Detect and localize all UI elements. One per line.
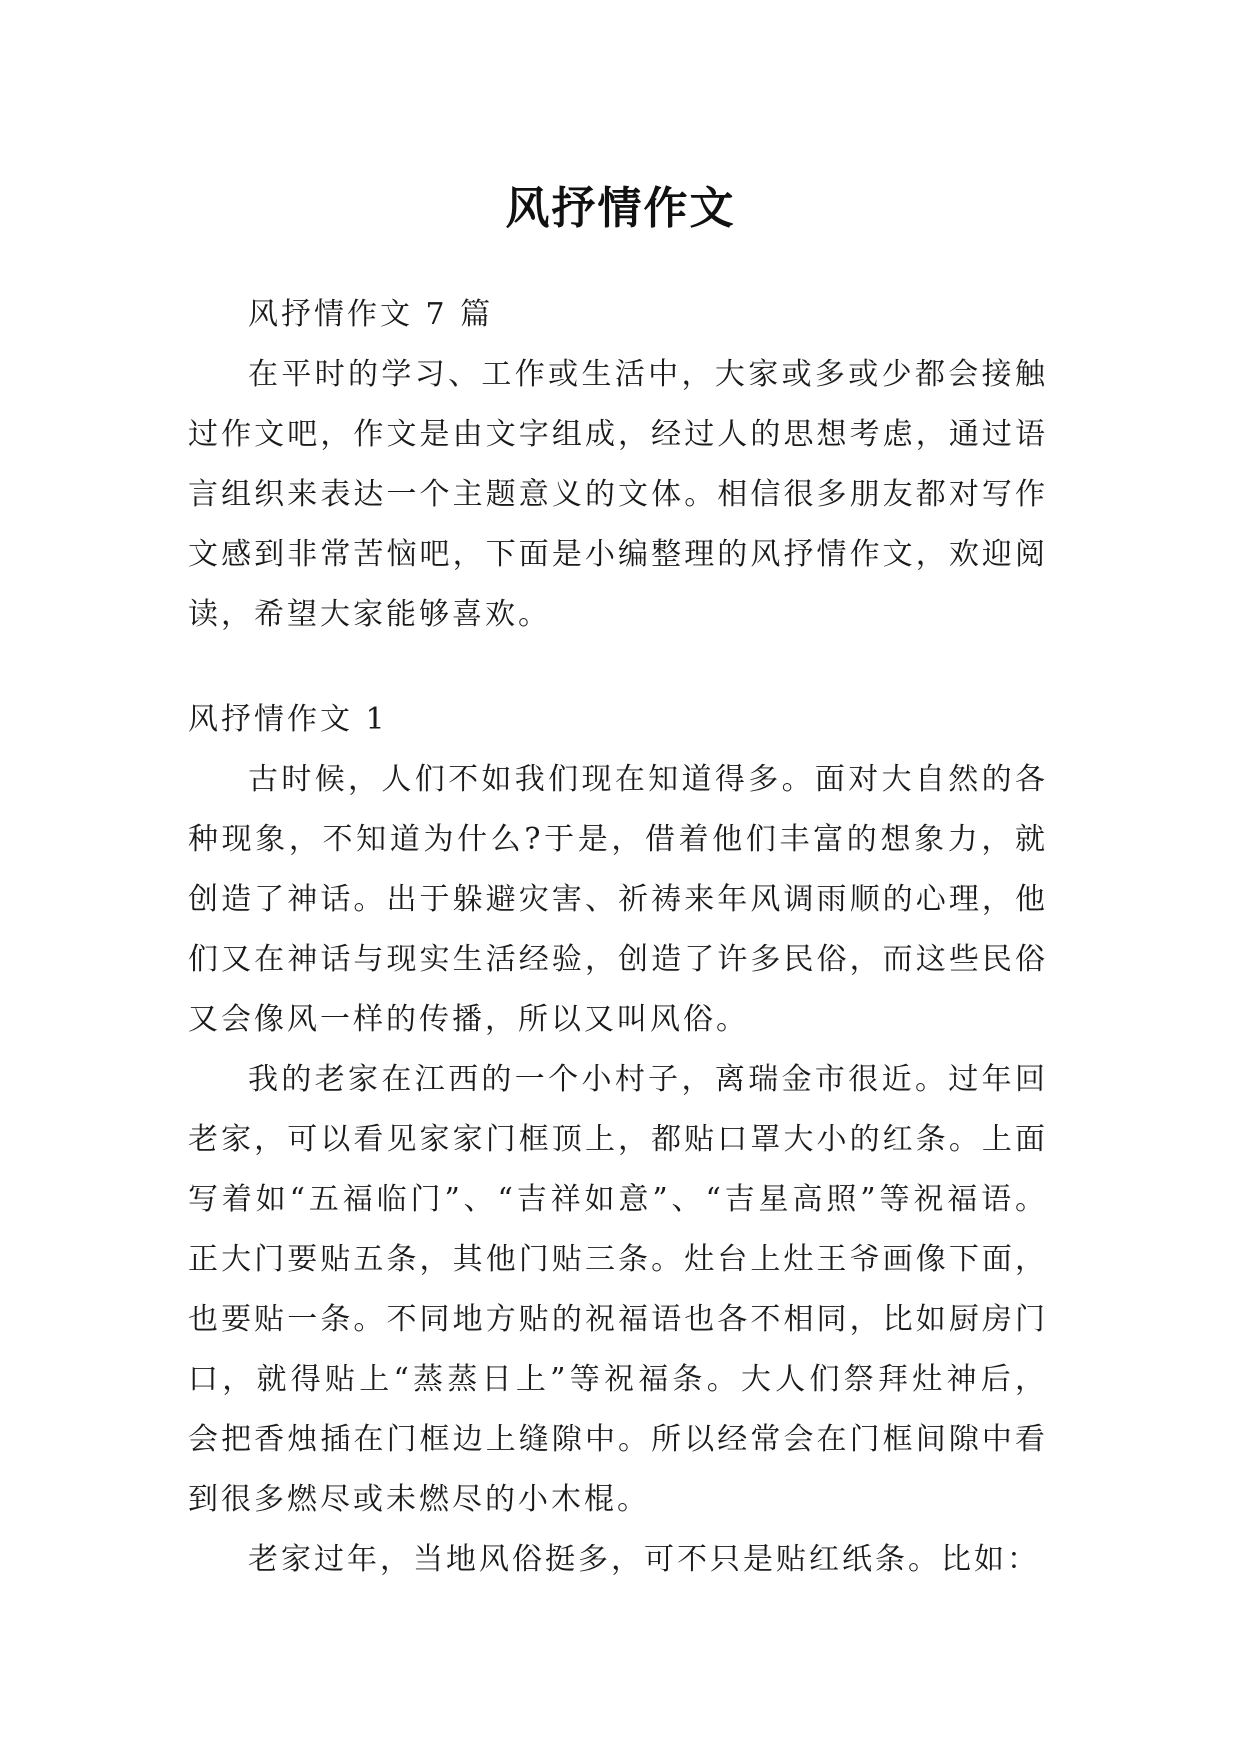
essay-paragraph-1: 古时候，人们不如我们现在知道得多。面对大自然的各种现象，不知道为什么?于是，借着他们丰富的想象力，就创造了神话。出于躲避灾害、祈祷来年风调雨顺的心理，他们又在神话与现实生活经验，创造了许多民俗，而这些民俗又会像风一样的传播，所以又叫风俗。 xyxy=(188,762,1048,1037)
essay-paragraph-3: 老家过年，当地风俗挺多，可不只是贴红纸条。比如： xyxy=(248,1542,1040,1577)
essay-block xyxy=(188,690,1048,1590)
essay-paragraph-2: 我的老家在江西的一个小村子，离瑞金市很近。过年回老家，可以看见家家门框顶上，都贴口罩大小的红条。上面写着如“五福临门”、“吉祥如意”、“吉星高照”等祝福语。正大门要贴五条，其他门贴三条。灶台上灶王爷画像下面，也要贴一条。不同地方贴的祝福语也各不相同，比如厨房门口，就得贴上“蒸蒸日上”等祝福条。大人们祭拜灶神后，会把香烛插在门框边上缝隙中。所以经常会在门框间隙中看到很多燃尽或未燃尽的小木棍。 xyxy=(188,1062,1048,1517)
document-title: 风抒情作文 xyxy=(505,183,736,235)
intro-heading: 风抒情作文 7 篇 xyxy=(248,297,494,332)
intro-paragraph: 在平时的学习、工作或生活中，大家或多或少都会接触过作文吧，作文是由文字组成，经过人的思想考虑，通过语言组织来表达一个主题意义的文体。相信很多朋友都对写作文感到非常苦恼吧，下面是小编整理的风抒情作文，欢迎阅读，希望大家能够喜欢。 xyxy=(188,357,1048,632)
section-heading: 风抒情作文 1 xyxy=(188,702,388,737)
intro-block xyxy=(188,285,1048,645)
